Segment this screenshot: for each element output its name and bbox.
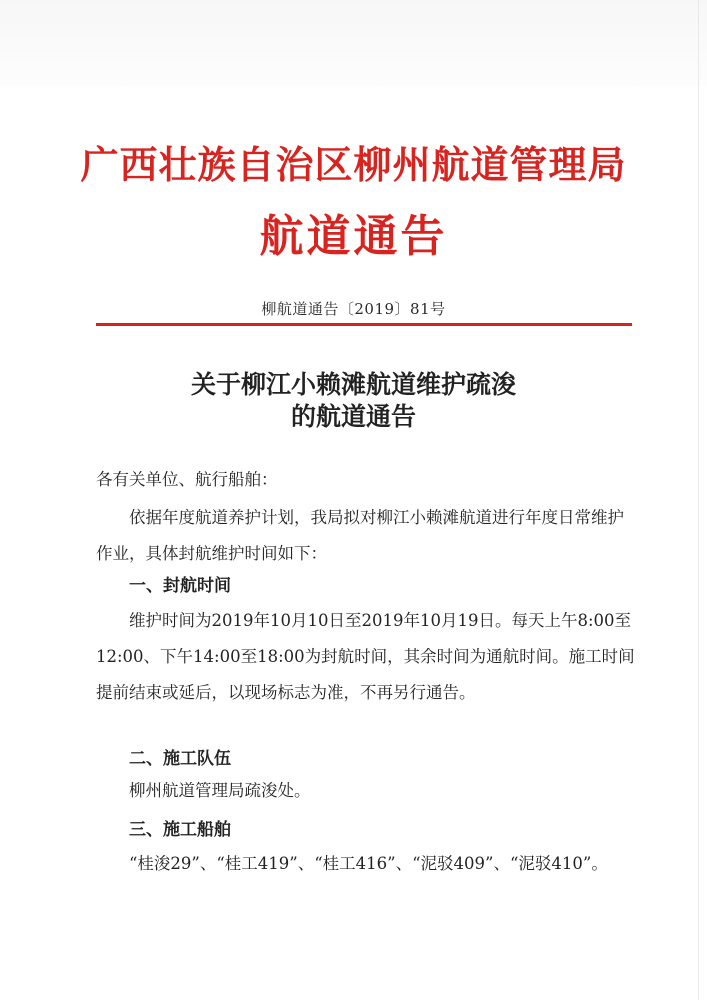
- intro-paragraph: 依据年度航道养护计划，我局拟对柳江小赖滩航道进行年度日常维护作业，具体封航维护时间如下：: [96, 508, 624, 563]
- subject-line-1: 关于柳江小赖滩航道维护疏浚: [190, 370, 516, 399]
- section-1-title: 一、封航时间: [129, 576, 231, 596]
- document-number: 柳航道通告〔2019〕81号: [261, 300, 446, 318]
- subject-line-2: 的航道通告: [290, 402, 416, 431]
- section-2-text: 柳州航道管理局疏浚处。: [129, 781, 311, 800]
- section-1-text: 维护时间为2019年10月10日至2019年10月19日。每天上午8:00至12:00、下午14:00至18:00为封航时间，其余时间为通航时间。施工时间提前结束或延后，以现场标志为准，不再另行通告。: [96, 611, 635, 702]
- scan-top-shade: [0, 0, 707, 86]
- agency-heading: 广西壮族自治区柳州航道管理局: [80, 142, 627, 187]
- section-3-title: 三、施工船舶: [129, 820, 231, 840]
- salutation: 各有关单位、航行船舶：: [96, 470, 278, 489]
- red-divider: [96, 323, 632, 326]
- section-3-text: “桂浚29”、“桂工419”、“桂工416”、“泥驳409”、“泥驳410”。: [129, 854, 608, 873]
- section-2-title: 二、施工队伍: [129, 749, 231, 769]
- notice-title: 航道通告: [259, 211, 448, 262]
